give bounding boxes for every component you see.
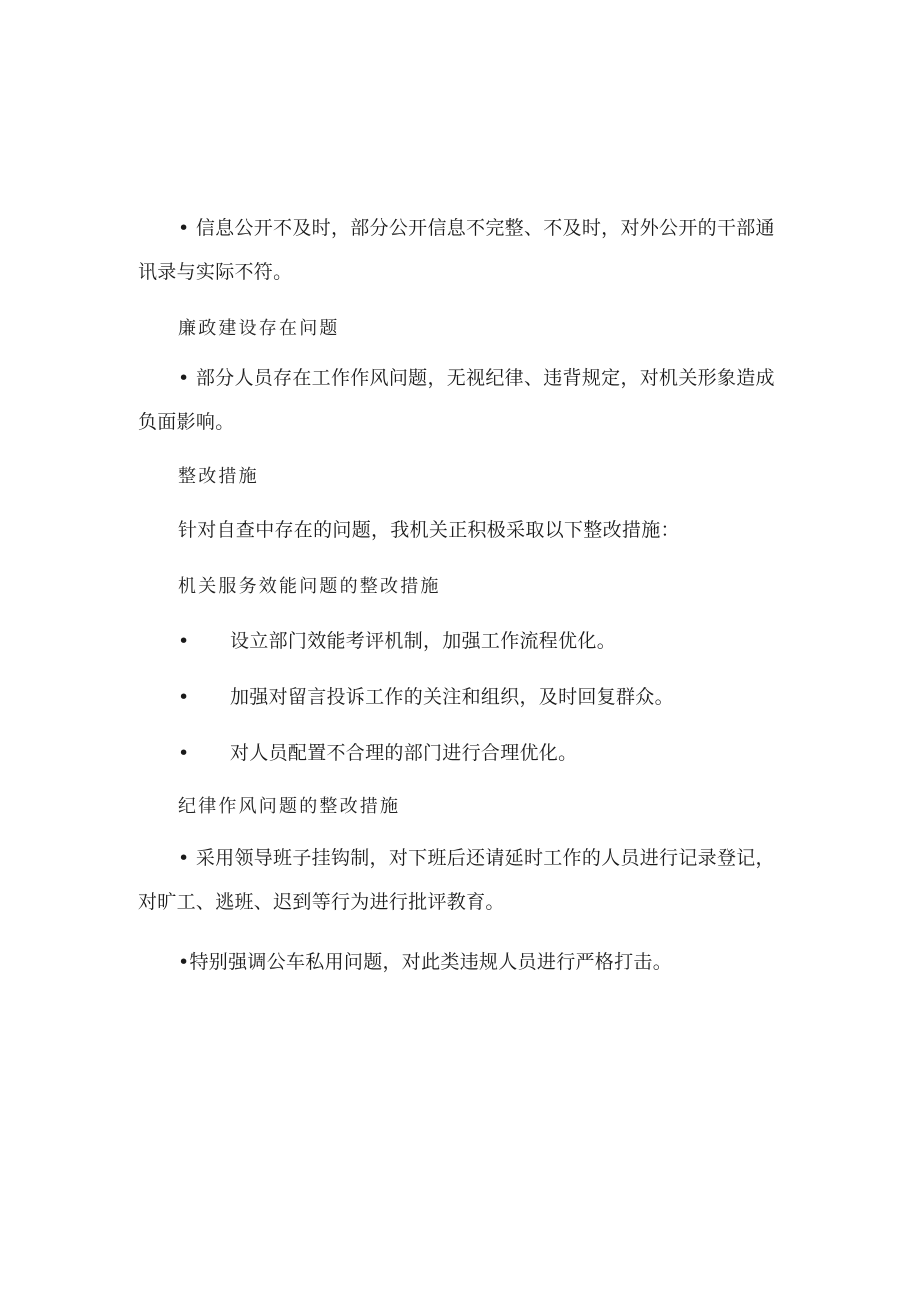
list-item [178,626,616,653]
heading-integrity-issues: 廉政建设存在问题 [178,318,340,339]
list-item-text: 加强对留言投诉工作的关注和组织，及时回复群众。 [230,686,674,708]
list-item-text: 设立部门效能考评机制，加强工作流程优化。 [230,630,617,652]
heading-discipline-measures: 纪律作风问题的整改措施 [178,796,401,817]
paragraph-work-style-issue: • 部分人员存在工作作风问题，无视纪律、违背规定，对机关形象造成负面影响。 [138,367,775,433]
list-item [178,738,577,765]
list-item-text: 对人员配置不合理的部门进行合理优化。 [230,742,578,764]
paragraph-official-car-misuse: •特别强调公车私用问题，对此类违规人员进行严格打击。 [178,951,673,973]
paragraph-leadership-linkage: • 采用领导班子挂钩制，对下班后还请延时工作的人员进行记录登记，对旷工、逃班、迟到等行为进行批评教育。 [138,847,775,913]
list-item [178,682,674,709]
heading-efficiency-measures: 机关服务效能问题的整改措施 [178,576,441,597]
bullet-icon: • [178,630,190,652]
heading-rectification-measures: 整改措施 [178,466,259,487]
paragraph-rectification-intro: 针对自查中存在的问题，我机关正积极采取以下整改措施： [178,519,680,541]
bullet-icon: • [178,686,190,708]
bullet-icon: • [178,742,190,764]
paragraph-info-disclosure: • 信息公开不及时，部分公开信息不完整、不及时，对外公开的干部通讯录与实际不符。 [138,217,775,283]
